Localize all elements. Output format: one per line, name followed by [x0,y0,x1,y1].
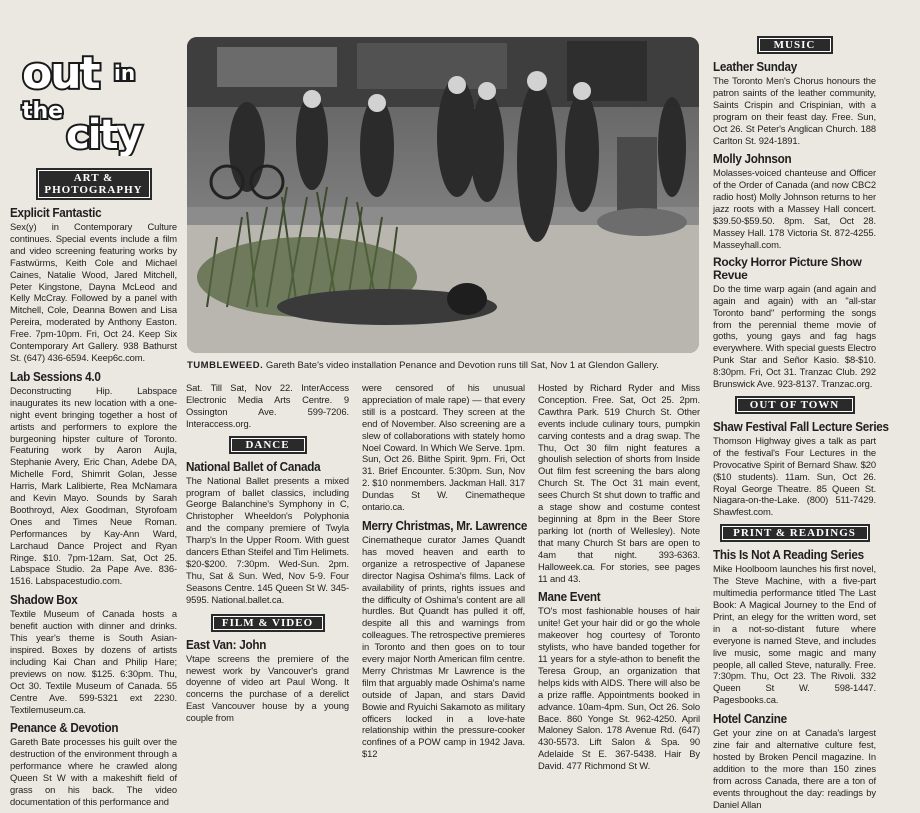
listing-title: Penance & Devotion [10,720,119,736]
listing-body: Get your zine on at Canada's largest zine fair and alternative culture fest, hosted by Broken Pencil magazine. In addition to the more than 150 zines from across Canada, there are a ton of events throughout the day: readings by Daniel Allan [713,727,876,810]
listing-mane-event [538,589,700,772]
listing-lab-sessions [10,369,177,587]
listing-title: East Van: John [186,636,267,652]
listing-title: Shadow Box [10,592,78,608]
section-banner-dance: DANCE [229,436,307,454]
logo-graphic [18,46,168,156]
column-dance-film [186,382,349,726]
listing-title: Hotel Canzine [713,711,787,727]
photo-caption [187,360,707,372]
listing-title: Leather Sunday [713,59,797,74]
section-banner-print: PRINT & READINGS [720,524,870,542]
listing-body: Deconstructing Hip. Labspace inaugurates its new location with a one-night event bringing together a host of artists and performers to explore the burgeoning hipster culture of Toronto. Featuring work by Aaron Aujla, Stephanie Avery, Eric Chan, Adebe DA, Michelle Ford, Shimrit Golan, Jesse Harris, Mark Lalibierte, Rea McNamara and Kevin Mayo. Sounds by Sarah Boothroyd, Alex Goodman, Styrofoam Ones and Times Neue Roman. Performances by Kay-Ann Ward, Larchaud Dance Project and Ryan Ringe. $10. 7pm-12am. Sat, Oct 25. Labspace Studio. 2a Pape Ave. 836-1516. Labspacestudio.com. [10,384,177,587]
listing-title: Lab Sessions 4.0 [10,368,101,384]
listing-explicit-fantastic [10,205,177,364]
listing-body: Thomson Highway gives a talk as part of the festival's Four Lectures in the Provocative Spirit of Bernard Shaw. $20 ($10 students). 11am. Sun, Oct 26. Royal George Theatre. 85 Queen St. Niagara-on-the-Lake. (800) 511-7429. Shawfest.com. [713,434,876,518]
listing-title: National Ballet of Canada [186,458,321,474]
listing-body: TO's most fashionable houses of hair unite! Get your hair did or go the whole makeover hog courtesy of Toronto stylists, who have banded together for 11 years for a style-athon to benefit the Teresa Group, an organization that helps kids with AIDS. There will also be a prize raffle. Appointments booked in advance. 10am-4pm. Sun, Oct 26. Solo Bace. 860 Yonge St. 962-4250. April Maloney Salon. 178 Avenue Rd. (647) 430-5573. Lift Salon & Spa. 90 Adelaide St E. 367-5438. Hair By David. 477 Richmond St W. [538,605,700,772]
listing-title: Explicit Fantastic [10,205,102,220]
photo-graphic [187,37,699,353]
continued-text: were censored of his unusual appreciation of male rape) — that every still is a postcard. They screen at the end of November. Also screening are a slew of collaborations with stately homo Noel Coward. In Which We Serve. 1pm. Sun, Oct 26. Blithe Spirit. 9pm. Fri, Oct 31. Brief Encounter. 5:30pm. Sun, Nov 2. $10 nonmembers. Jackman Hall. 317 Dundas St W. Cinematheque ontario.ca. [362,382,525,513]
listing-body: Mike Hoolboom launches his first novel, The Steve Machine, with a five-part multimedia performance titled The Last Book: A Magical Journey to the End of Print, an elegy for the written word, set in a not-so-distant future where everyone is named Steve, and includes live music, some magic and many people, all called Steve, naturally. Free. 7:30pm. Thu, Oct 23. The Rivoli. 332 Queen St W. 598-1447. Pagesbooks.ca. [713,563,876,706]
listing-title: Molly Johnson [713,151,792,167]
listing-title: Mane Event [538,589,601,605]
out-in-the-city-logo [18,46,168,156]
street-performance-photo [187,37,699,353]
svg-text:in: in [114,61,136,85]
listing-rocky-horror [713,256,876,390]
listing-title: This Is Not A Reading Series [713,547,864,563]
listing-body: The Toronto Men's Chorus honours the patron saints of the leather community, Saints Crispin and Crispinian, with a program on their feast day. Free. Sun, Oct 26. St Peter's Anglican Church. 188 Carlton St. 924-1891. [713,75,876,146]
listing-body: The National Ballet presents a mixed program of ballet classics, including George Balanchine's Symphony in C, Christopher Wheeldon's Polyphonia and the company premiere of Twyla Tharp's In the Upper Room. With guest dancers Ethan Steifel and Tim Helimets. $20-$200. 7:30pm. Wed-Sun. 2pm. Thu, Sat & Sun. Wed, Nov 5-9. Four Seasons Centre. 145 Queen St W. 345-9595. National.ballet.ca. [186,474,349,605]
listing-penance-devotion [10,720,177,807]
column-film-cont [362,382,528,762]
listing-body: Sex(y) in Contemporary Culture continues. Special events include a film and video screening featuring works by Fastwürms, Keith Cole and Michael Caines, Natalie Wood, Jared Mitchell, Peter Kingstone, Dayna McLeod and Kelly McCray. Followed by a panel with Mitchell, Cole, Deanna Bowen and Lisa Pereira, moderated by Anthony Easton. Free. 7pm-10pm. Fri, Oct 24. Keep Six Contemporary Art Gallery. 938 Bathurst St. (647) 436-6594. Keep6c.com. [10,221,177,363]
svg-text:the: the [22,99,64,124]
listing-title: Shaw Festival Fall Lecture Series [713,418,889,434]
listing-molly-johnson [713,151,876,250]
listing-title: Rocky Horror Picture Show Revue [713,254,862,282]
listing-not-a-reading [713,547,876,706]
listing-body: Gareth Bate processes his guilt over the destruction of the environment through a performance where he crawled along Queen St W with a makeshift field of grass on his back. The video documentation of this performance and [10,736,177,807]
listing-shadow-box [10,592,177,715]
svg-text:out: out [22,48,99,99]
column-community [538,382,700,774]
listing-body: Cinematheque curator James Quandt has moved heaven and earth to organize a retrospective of Japanese director Nagisa Oshima's films. Lack of availability of prints, rights issues and the difficulty of Oshima's content are all hurdles. But Quandt has pulled it off, despite all this and warnings from colleagues. The retrospective premieres in Toronto and then goes on to tour every major North American film centre. Merry Christmas Mr Lawrence is the film that arguably made Oshima's name outside of Japan, and stars David Bowie and Ryuichi Sakamoto as military officers locked in a love-hate relationship within the pressure-cooker confines of a POW camp in 1942 Java. $12 [362,533,525,760]
section-banner-art: ART & PHOTOGRAPHY [36,168,152,200]
listing-merry-christmas [362,517,528,760]
section-banner-music: MUSIC [757,36,833,54]
listing-east-van-john [186,637,349,724]
caption-label: TUMBLEWEED. [187,360,264,371]
listing-body: Textile Museum of Canada hosts a benefit auction with dinner and drinks. This year's theme is South Asian-inspired. Boxes by dozens of artists including Kai Chan and Philip Hare; previews on now. $125. 6:30pm. Thu, Oct 30. Textile Museum of Canada. 55 Centre Ave. 599-5321 ext 2230. Textilemuseum.ca. [10,608,177,715]
listing-shaw-festival [713,418,889,518]
column-music-print [713,36,889,813]
listing-hotel-canzine [713,711,876,810]
section-banner-out-of-town: OUT OF TOWN [735,396,855,414]
listing-leather-sunday [713,59,876,146]
column-art [10,164,177,810]
svg-text:city: city [66,112,141,156]
listing-body: Vtape screens the premiere of the newest work by Vancouver's grand doyenne of video art Paul Wong. It concerns the purchase of a derelict East Vancouver house by a young couple from [186,652,349,724]
listing-body: Molasses-voiced chanteuse and Officer of the Order of Canada (and now CBC2 radio host) Molly Johnson returns to her jazz roots with a Massey Hall concert. $39.50-$59.50. 8pm. Sat, Oct 28. Massey Hall. 178 Victoria St. 872-4255. Masseyhall.com. [713,167,876,250]
listing-national-ballet [186,459,349,606]
continued-text: Sat. Till Sat, Nov 22. InterAccess Electronic Media Arts Centre. 9 Ossington Ave. 599-7206. Interaccess.org. [186,382,349,429]
listing-title: Merry Christmas, Mr. Lawrence [362,517,528,533]
listing-body: Do the time warp again (and again and again and again) with an "all-star Toronto band" performing the songs from the perennial theme movie of goths, young gays and fag hags everywhere. With special guests Electro Punk Star and Señor Kasio. $8-$10. 8:30pm. Fri, Oct 31. Tranzac Club. 292 Brunswick Ave. 923-8137. Tranzac.org. [713,282,876,390]
continued-text: Hosted by Richard Ryder and Miss Conception. Free. Sat, Oct 25. 2pm. Cawthra Park. 519 Church St. Other events include culinary tours, pumpkin carving contests and a drag swap. The Thu, Oct 30 film night features a ghoulish selection of shorts from Inside Out film fest screening the bars along Church St. The Oct 31 main event, sees Church St shut down to traffic and a stage show and costume contest beginning at 8pm in the Beer Store parking lot (north of Wellesley). Note that many Church St bars are open to 4am that night. 393-6363. Halloweek.ca. For stories, see pages 11 and 43. [538,382,700,584]
caption-text: Gareth Bate's video installation Penance and Devotion runs till Sat, Nov 1 at Glendon Gallery. [265,360,659,371]
section-banner-film: FILM & VIDEO [211,614,325,632]
